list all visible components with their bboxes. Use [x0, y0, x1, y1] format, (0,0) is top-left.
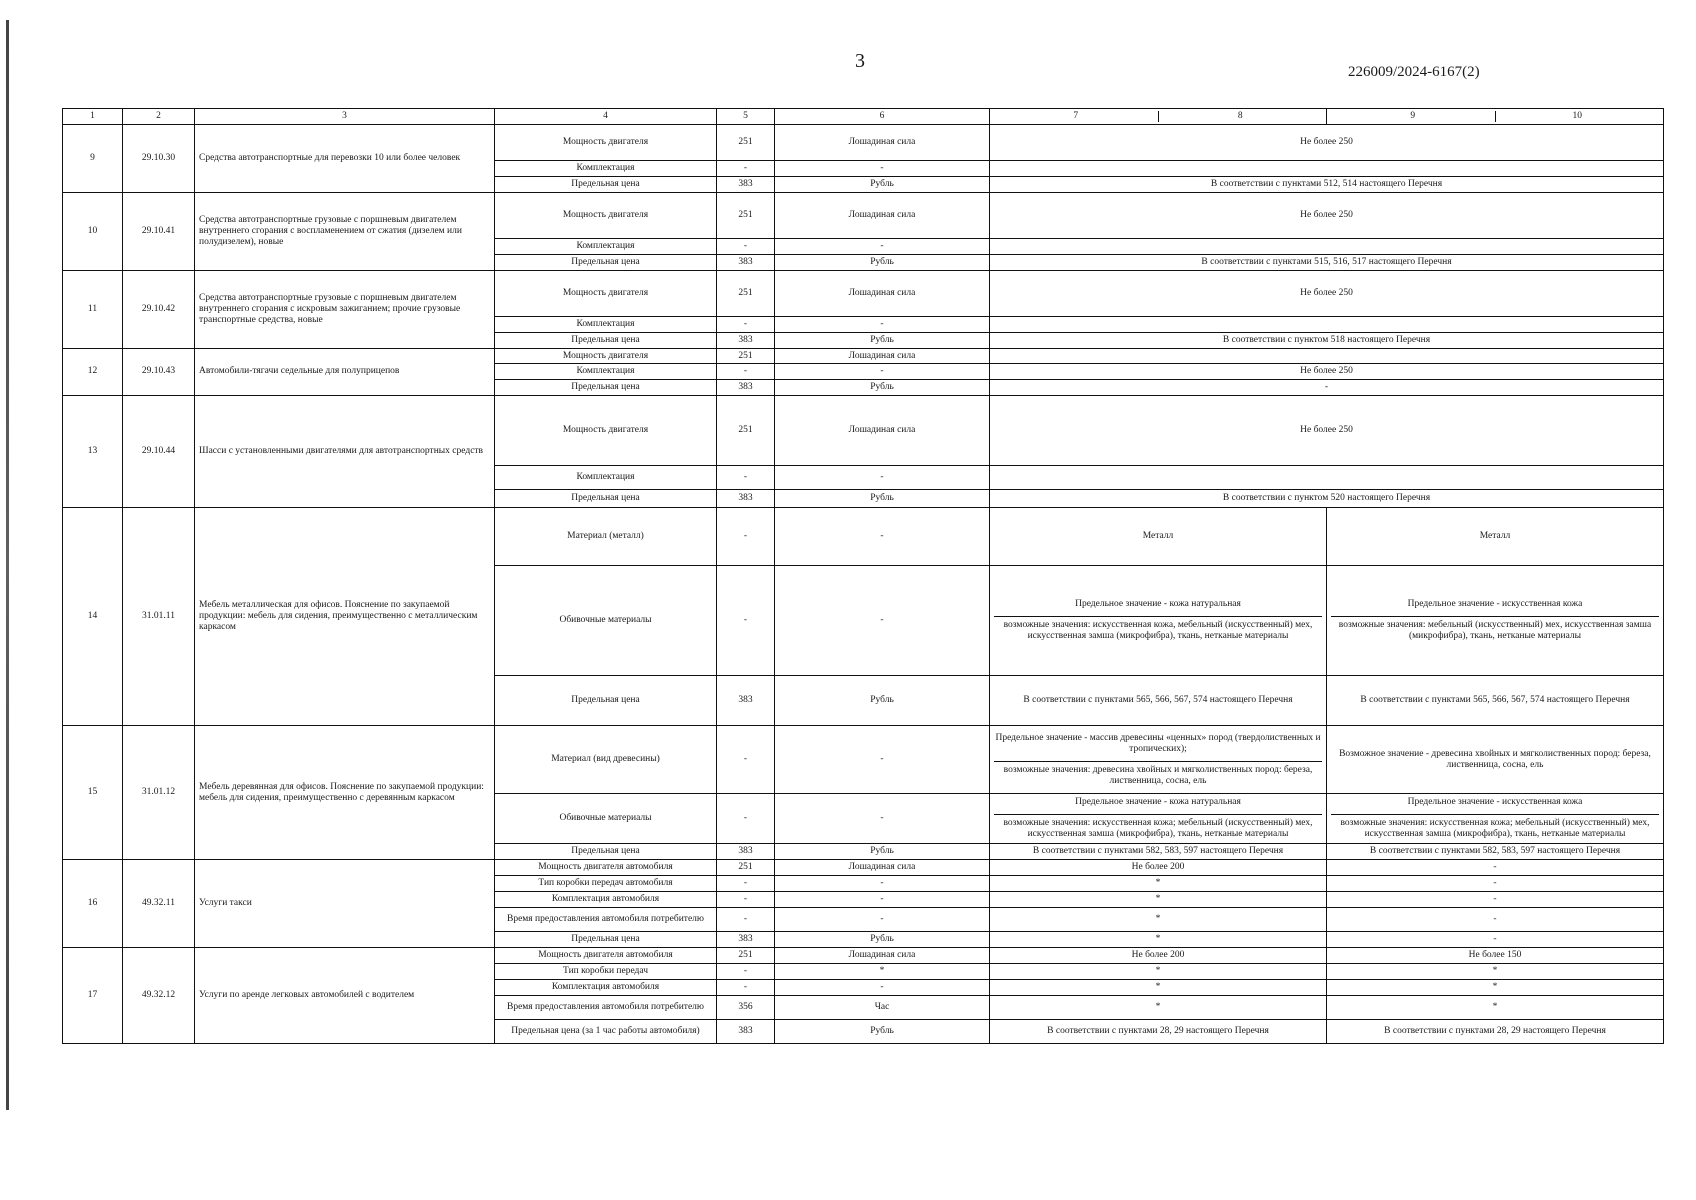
requirement-value: [990, 892, 1327, 908]
requirement-value-main: *: [1155, 965, 1161, 976]
unit-name: Рубль: [775, 844, 990, 860]
requirement-value-main: -: [1493, 933, 1497, 944]
requirement-value-main: *: [1155, 914, 1161, 925]
requirement-value: [990, 947, 1327, 963]
requirement-value-main: В соответствии с пунктами 28, 29 настоящего Перечня: [1047, 1025, 1269, 1036]
column-number: 1: [63, 109, 123, 125]
unit-name: Лошадиная сила: [775, 192, 990, 238]
table-row: [63, 348, 1664, 364]
unit-name: -: [775, 876, 990, 892]
okpd-code: 29.10.43: [123, 348, 195, 396]
requirement-value: В соответствии с пунктами 515, 516, 517 настоящего Перечня: [990, 254, 1664, 270]
item-name: Услуги такси: [195, 860, 495, 948]
unit-name: Рубль: [775, 332, 990, 348]
requirement-value: В соответствии с пунктом 520 настоящего Перечня: [990, 490, 1664, 508]
okpd-code: 49.32.11: [123, 860, 195, 948]
table-row: [63, 270, 1664, 316]
requirement-value: [1327, 947, 1664, 963]
requirement-value-main: Не более 150: [1468, 949, 1522, 960]
table-row: [63, 726, 1664, 794]
requirement-value-alt: возможные значения: искусственная кожа, мебельный (искусственный) мех, искусственная замша (микрофибра), ткань, нетканые материалы: [994, 616, 1322, 642]
unit-code: -: [717, 466, 775, 490]
column-number: 10: [1572, 111, 1582, 122]
requirement-value-alt: возможные значения: искусственная кожа; мебельный (искусственный) мех, искусственная замша (микрофибра), ткань, нетканые материалы: [1331, 814, 1659, 840]
unit-code: -: [717, 907, 775, 931]
scan-edge: [6, 20, 9, 1110]
requirement-value: Не более 250: [990, 125, 1664, 161]
item-name: Средства автотранспортные для перевозки 10 или более человек: [195, 125, 495, 193]
requirement-value-main: В соответствии с пунктами 565, 566, 567, 574 настоящего Перечня: [1023, 695, 1293, 706]
requirement-value-main: -: [1493, 862, 1497, 873]
requirement-value-main: В соответствии с пунктами 582, 583, 597 настоящего Перечня: [1032, 846, 1284, 857]
item-number: 14: [63, 508, 123, 726]
requirement-value-main: Предельное значение - искусственная кожа: [1407, 797, 1583, 808]
characteristic-name: Предельная цена: [495, 676, 717, 726]
catalog-table: [62, 108, 1664, 1044]
unit-code: 383: [717, 676, 775, 726]
okpd-code: 31.01.11: [123, 508, 195, 726]
requirement-value-main: *: [1492, 1001, 1498, 1012]
unit-code: -: [717, 979, 775, 995]
column-number: 8: [1237, 111, 1243, 122]
unit-name: Рубль: [775, 676, 990, 726]
characteristic-name: Время предоставления автомобиля потребителю: [495, 907, 717, 931]
column-number-7-8: [990, 109, 1327, 125]
requirement-value-main: Предельное значение - искусственная кожа: [1407, 599, 1583, 610]
characteristic-name: Предельная цена: [495, 490, 717, 508]
okpd-code: 49.32.12: [123, 947, 195, 1043]
unit-name: -: [775, 316, 990, 332]
requirement-value-main: *: [1492, 981, 1498, 992]
requirement-value: В соответствии с пунктом 518 настоящего Перечня: [990, 332, 1664, 348]
unit-code: 383: [717, 176, 775, 192]
item-name: Средства автотранспортные грузовые с поршневым двигателем внутреннего сгорания с искровым зажиганием; прочие грузовые транспортные средства, новые: [195, 270, 495, 348]
requirement-value: Не более 250: [990, 192, 1664, 238]
column-number: 4: [495, 109, 717, 125]
page-number: 3: [855, 50, 865, 72]
requirement-value-main: *: [1155, 933, 1161, 944]
requirement-value: [1327, 676, 1664, 726]
unit-code: 251: [717, 348, 775, 364]
requirement-value: [990, 238, 1664, 254]
requirement-value-main: *: [1155, 878, 1161, 889]
okpd-code: 31.01.12: [123, 726, 195, 860]
characteristic-name: Мощность двигателя: [495, 125, 717, 161]
unit-name: -: [775, 892, 990, 908]
requirement-value-main: Металл: [1142, 531, 1174, 542]
requirement-value: [1327, 726, 1664, 794]
unit-code: 383: [717, 1019, 775, 1043]
requirement-value: [1327, 931, 1664, 947]
item-name: Услуги по аренде легковых автомобилей с водителем: [195, 947, 495, 1043]
unit-code: -: [717, 508, 775, 566]
characteristic-name: Тип коробки передач автомобиля: [495, 876, 717, 892]
unit-code: -: [717, 316, 775, 332]
unit-code: 383: [717, 254, 775, 270]
requirement-value: [990, 566, 1327, 676]
unit-name: Лошадиная сила: [775, 860, 990, 876]
requirement-value: [1327, 794, 1664, 844]
characteristic-name: Материал (металл): [495, 508, 717, 566]
characteristic-name: Материал (вид древесины): [495, 726, 717, 794]
unit-code: -: [717, 161, 775, 177]
unit-code: 251: [717, 860, 775, 876]
table-row: [63, 192, 1664, 238]
unit-name: -: [775, 508, 990, 566]
requirement-value: [1327, 963, 1664, 979]
unit-name: *: [775, 963, 990, 979]
requirement-value: Не более 250: [990, 270, 1664, 316]
requirement-value: [990, 348, 1664, 364]
item-name: Шасси с установленными двигателями для автотранспортных средств: [195, 396, 495, 508]
requirement-value: Не более 250: [990, 364, 1664, 380]
characteristic-name: Мощность двигателя автомобиля: [495, 860, 717, 876]
column-number: 9: [1331, 111, 1496, 122]
catalog-table-wrapper: [62, 108, 1664, 1044]
requirement-value: [1327, 995, 1664, 1019]
requirement-value: [990, 963, 1327, 979]
unit-name: Час: [775, 995, 990, 1019]
unit-code: 251: [717, 270, 775, 316]
unit-name: -: [775, 979, 990, 995]
table-row: [63, 508, 1664, 566]
requirement-value-main: *: [1155, 1001, 1161, 1012]
column-number: 5: [717, 109, 775, 125]
requirement-value-main: *: [1155, 894, 1161, 905]
characteristic-name: Предельная цена: [495, 332, 717, 348]
item-name: Мебель металлическая для офисов. Пояснение по закупаемой продукции: мебель для сидения, преимущественно с металлическим каркасом: [195, 508, 495, 726]
item-name: Средства автотранспортные грузовые с поршневым двигателем внутреннего сгорания с воспламенением от сжатия (дизелем или полудизелем), новые: [195, 192, 495, 270]
requirement-value-main: Возможное значение - древесина хвойных и мягколиственных пород: береза, лиственница, сосна, ель: [1339, 748, 1651, 770]
requirement-value: [990, 726, 1327, 794]
characteristic-name: Мощность двигателя: [495, 270, 717, 316]
requirement-value: [990, 931, 1327, 947]
unit-code: -: [717, 963, 775, 979]
unit-code: -: [717, 794, 775, 844]
unit-name: -: [775, 566, 990, 676]
unit-name: -: [775, 364, 990, 380]
characteristic-name: Мощность двигателя автомобиля: [495, 947, 717, 963]
characteristic-name: Предельная цена: [495, 931, 717, 947]
column-number: 6: [775, 109, 990, 125]
characteristic-name: Комплектация автомобиля: [495, 892, 717, 908]
characteristic-name: Комплектация: [495, 364, 717, 380]
item-number: 10: [63, 192, 123, 270]
requirement-value: Не более 250: [990, 396, 1664, 466]
document-id: 226009/2024-6167(2): [1348, 64, 1480, 80]
requirement-value: В соответствии с пунктами 512, 514 настоящего Перечня: [990, 176, 1664, 192]
table-row: [63, 125, 1664, 161]
requirement-value: -: [990, 380, 1664, 396]
requirement-value-main: Предельное значение - массив древесины «ценных» пород (твердолиственных и тропических);: [995, 732, 1321, 754]
requirement-value-main: Металл: [1479, 531, 1511, 542]
requirement-value-alt: возможные значения: искусственная кожа; мебельный (искусственный) мех, искусственная замша (микрофибра), ткань, нетканые материалы: [994, 814, 1322, 840]
unit-code: 383: [717, 332, 775, 348]
requirement-value: [990, 979, 1327, 995]
characteristic-name: Предельная цена: [495, 176, 717, 192]
characteristic-name: Комплектация: [495, 161, 717, 177]
item-name: Мебель деревянная для офисов. Пояснение по закупаемой продукции: мебель для сидения, преимущественно с деревянным каркасом: [195, 726, 495, 860]
requirement-value-main: В соответствии с пунктами 565, 566, 567, 574 настоящего Перечня: [1360, 695, 1630, 706]
requirement-value: [990, 907, 1327, 931]
unit-name: Лошадиная сила: [775, 125, 990, 161]
characteristic-name: Тип коробки передач: [495, 963, 717, 979]
requirement-value: [1327, 892, 1664, 908]
characteristic-name: Комплектация: [495, 316, 717, 332]
characteristic-name: Время предоставления автомобиля потребителю: [495, 995, 717, 1019]
okpd-code: 29.10.41: [123, 192, 195, 270]
unit-name: -: [775, 726, 990, 794]
characteristic-name: Мощность двигателя: [495, 192, 717, 238]
column-number: 3: [195, 109, 495, 125]
unit-name: Лошадиная сила: [775, 348, 990, 364]
item-number: 16: [63, 860, 123, 948]
unit-code: 383: [717, 380, 775, 396]
unit-name: Рубль: [775, 490, 990, 508]
unit-code: -: [717, 364, 775, 380]
okpd-code: 29.10.30: [123, 125, 195, 193]
characteristic-name: Мощность двигателя: [495, 396, 717, 466]
requirement-value: [1327, 860, 1664, 876]
unit-code: 251: [717, 396, 775, 466]
characteristic-name: Комплектация: [495, 238, 717, 254]
characteristic-name: Мощность двигателя: [495, 348, 717, 364]
unit-code: 383: [717, 844, 775, 860]
characteristic-name: Предельная цена (за 1 час работы автомобиля): [495, 1019, 717, 1043]
requirement-value-main: *: [1492, 965, 1498, 976]
requirement-value-main: -: [1493, 878, 1497, 889]
characteristic-name: Обивочные материалы: [495, 566, 717, 676]
column-number: 2: [123, 109, 195, 125]
requirement-value: [1327, 508, 1664, 566]
unit-name: -: [775, 794, 990, 844]
requirement-value-main: -: [1493, 914, 1497, 925]
requirement-value-main: Не более 200: [1131, 949, 1185, 960]
requirement-value: [990, 794, 1327, 844]
requirement-value: [1327, 566, 1664, 676]
table-row: [63, 947, 1664, 963]
item-number: 11: [63, 270, 123, 348]
requirement-value: [990, 1019, 1327, 1043]
requirement-value: [990, 161, 1664, 177]
unit-code: 251: [717, 125, 775, 161]
requirement-value: [990, 676, 1327, 726]
okpd-code: 29.10.44: [123, 396, 195, 508]
unit-name: Рубль: [775, 380, 990, 396]
requirement-value: [990, 860, 1327, 876]
requirement-value: [990, 316, 1664, 332]
requirement-value: [990, 844, 1327, 860]
unit-name: Рубль: [775, 931, 990, 947]
requirement-value-alt: возможные значения: древесина хвойных и мягколиственных пород: береза, лиственница, сосна, ель: [994, 761, 1322, 787]
requirement-value: [990, 508, 1327, 566]
unit-name: -: [775, 907, 990, 931]
column-number-9-10: [1327, 109, 1664, 125]
requirement-value-main: В соответствии с пунктами 582, 583, 597 настоящего Перечня: [1369, 846, 1621, 857]
unit-name: Лошадиная сила: [775, 947, 990, 963]
table-row: [63, 396, 1664, 466]
unit-name: Рубль: [775, 176, 990, 192]
okpd-code: 29.10.42: [123, 270, 195, 348]
requirement-value-main: Не более 200: [1131, 862, 1185, 873]
characteristic-name: Предельная цена: [495, 844, 717, 860]
table-row: [63, 860, 1664, 876]
unit-name: Лошадиная сила: [775, 270, 990, 316]
unit-code: -: [717, 876, 775, 892]
unit-name: Рубль: [775, 1019, 990, 1043]
unit-code: -: [717, 238, 775, 254]
unit-code: 251: [717, 947, 775, 963]
item-name: Автомобили-тягачи седельные для полуприцепов: [195, 348, 495, 396]
requirement-value-main: -: [1493, 894, 1497, 905]
characteristic-name: Предельная цена: [495, 380, 717, 396]
requirement-value: [1327, 907, 1664, 931]
requirement-value-main: В соответствии с пунктами 28, 29 настоящего Перечня: [1384, 1025, 1606, 1036]
unit-code: -: [717, 892, 775, 908]
unit-code: -: [717, 726, 775, 794]
requirement-value-main: *: [1155, 981, 1161, 992]
characteristic-name: Комплектация: [495, 466, 717, 490]
requirement-value: [990, 466, 1664, 490]
requirement-value-alt: возможные значения: мебельный (искусственный) мех, искусственная замша (микрофибра), ткань, нетканые материалы: [1331, 616, 1659, 642]
unit-name: Лошадиная сила: [775, 396, 990, 466]
characteristic-name: Обивочные материалы: [495, 794, 717, 844]
item-number: 13: [63, 396, 123, 508]
unit-name: -: [775, 161, 990, 177]
characteristic-name: Комплектация автомобиля: [495, 979, 717, 995]
unit-name: -: [775, 466, 990, 490]
item-number: 17: [63, 947, 123, 1043]
requirement-value: [1327, 876, 1664, 892]
column-number: 7: [994, 111, 1159, 122]
requirement-value: [1327, 844, 1664, 860]
unit-name: Рубль: [775, 254, 990, 270]
unit-code: 251: [717, 192, 775, 238]
requirement-value: [1327, 979, 1664, 995]
unit-code: -: [717, 566, 775, 676]
unit-code: 383: [717, 490, 775, 508]
item-number: 9: [63, 125, 123, 193]
requirement-value-main: Предельное значение - кожа натуральная: [1075, 797, 1241, 808]
requirement-value-main: Предельное значение - кожа натуральная: [1075, 599, 1241, 610]
column-number-row: [63, 109, 1664, 125]
requirement-value: [1327, 1019, 1664, 1043]
characteristic-name: Предельная цена: [495, 254, 717, 270]
unit-code: 383: [717, 931, 775, 947]
requirement-value: [990, 876, 1327, 892]
requirement-value: [990, 995, 1327, 1019]
item-number: 12: [63, 348, 123, 396]
unit-code: 356: [717, 995, 775, 1019]
unit-name: -: [775, 238, 990, 254]
item-number: 15: [63, 726, 123, 860]
